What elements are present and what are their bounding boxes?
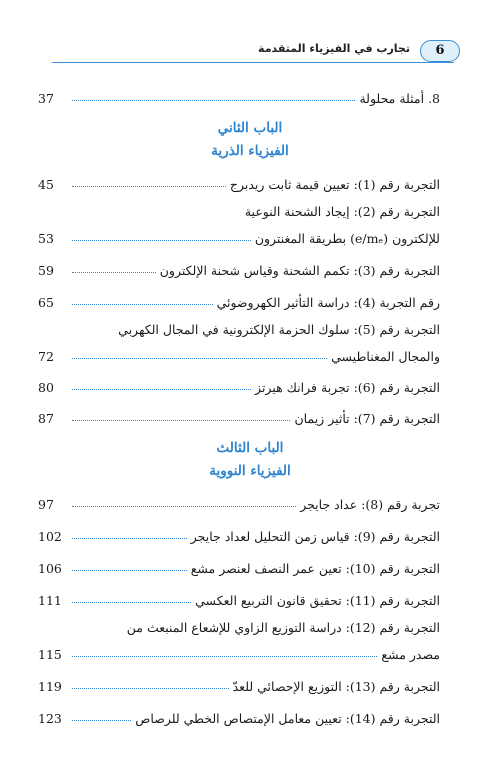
toc-entry[interactable] — [38, 524, 440, 544]
toc-page-number: 115 — [38, 647, 62, 662]
toc-page-number: 80 — [38, 380, 54, 395]
toc-page-number: 106 — [38, 561, 62, 576]
toc-entry-title: التجربة رقم (3): تكمم الشحنة وقياس شحنة الإلكترون — [159, 263, 440, 278]
toc-entry[interactable] — [38, 674, 440, 694]
chapter-subtitle: الفيزياء النووية — [209, 463, 291, 479]
chapter-subtitle: الفيزياء الذرية — [211, 143, 289, 159]
toc-entry[interactable] — [38, 86, 440, 106]
dot-leader — [72, 388, 251, 390]
dot-leader — [72, 655, 377, 657]
dot-leader — [72, 569, 187, 571]
toc-entry[interactable] — [38, 706, 440, 726]
page-header — [52, 36, 454, 63]
dot-leader — [72, 537, 187, 539]
chapter-title: الباب الثاني — [217, 120, 283, 136]
dot-leader — [72, 239, 251, 241]
toc-page-number: 37 — [38, 91, 54, 106]
dot-leader — [72, 271, 156, 273]
dot-leader — [72, 687, 229, 689]
toc-entry[interactable] — [38, 258, 440, 278]
dot-leader — [72, 419, 290, 421]
toc-entry[interactable] — [38, 172, 440, 192]
toc-entry-title: التجربة رقم (10): تعين عمر النصف لعنصر مشع — [190, 561, 440, 576]
toc-entry-first-line: التجربة رقم (12): دراسة التوزيع الزاوي للإشعاع المنبعث من — [126, 620, 440, 635]
toc-entry-title: والمجال المغناطيسي — [331, 349, 440, 364]
toc-entry-title: التجربة رقم (13): التوزيع الإحصائي للعدّ — [232, 679, 440, 694]
toc-entry-title: التجربة رقم (11): تحقيق قانون التربيع العكسي — [195, 593, 440, 608]
toc-entry-title: للإلكترون (e/mₑ) بطريقة المغنترون — [254, 231, 440, 246]
toc-page-number: 102 — [38, 529, 62, 544]
toc-entry-title: التجربة رقم (9): قياس زمن التحليل لعداد جايجر — [190, 529, 440, 544]
page-number-badge: 6 — [420, 40, 460, 62]
toc-entry[interactable] — [38, 642, 440, 662]
toc-entry-title: التجربة رقم (6): تجربة فرانك هيرتز — [255, 380, 440, 395]
toc-entry[interactable] — [38, 375, 440, 395]
dot-leader — [72, 303, 213, 305]
toc-entry[interactable] — [38, 406, 440, 426]
toc-entry-first-line: التجربة رقم (2): إيجاد الشحنة النوعية — [244, 204, 440, 219]
toc-entry-title: 8. أمثلة محلولة — [359, 91, 440, 106]
dot-leader — [72, 357, 327, 359]
toc-entry-title: تجربة رقم (8): عداد جايجر — [300, 497, 440, 512]
toc-page-number: 72 — [38, 349, 54, 364]
toc-entry[interactable] — [38, 226, 440, 246]
toc-entry-title: التجربة رقم (14): تعيين معامل الإمتصاص الخطي للرصاص — [135, 711, 440, 726]
toc-page-number: 53 — [38, 231, 54, 246]
toc-entry-title: التجربة رقم (1): تعيين قيمة ثابت ريدبرج — [229, 177, 440, 192]
toc-entry[interactable] — [38, 588, 440, 608]
toc-page-number: 87 — [38, 411, 54, 426]
dot-leader — [72, 719, 131, 721]
book-title: تجارب في الفيزياء المتقدمة — [258, 42, 410, 55]
toc-entry[interactable] — [38, 556, 440, 576]
toc-entry-title: رقم التجربة (4): دراسة التأثير الكهروضوئي — [216, 295, 440, 310]
toc-page-number: 45 — [38, 177, 54, 192]
toc-page-number: 65 — [38, 295, 54, 310]
toc-entry-title: مصدر مشع — [381, 647, 440, 662]
dot-leader — [72, 99, 355, 101]
toc-page-number: 59 — [38, 263, 54, 278]
toc-entry-title: التجربة رقم (7): تأثير زيمان — [294, 411, 440, 426]
toc-page-number: 111 — [38, 593, 62, 608]
dot-leader — [72, 601, 191, 603]
dot-leader — [72, 505, 296, 507]
dot-leader — [72, 185, 226, 187]
chapter-title: الباب الثالث — [216, 440, 284, 456]
toc-entry[interactable] — [38, 344, 440, 364]
toc-page-number: 119 — [38, 679, 62, 694]
toc-page-number: 97 — [38, 497, 54, 512]
toc-entry-first-line: التجربة رقم (5): سلوك الحزمة الإلكترونية في المجال الكهربي — [118, 322, 440, 337]
toc-page-number: 123 — [38, 711, 62, 726]
toc-entry[interactable] — [38, 290, 440, 310]
toc-entry[interactable] — [38, 492, 440, 512]
